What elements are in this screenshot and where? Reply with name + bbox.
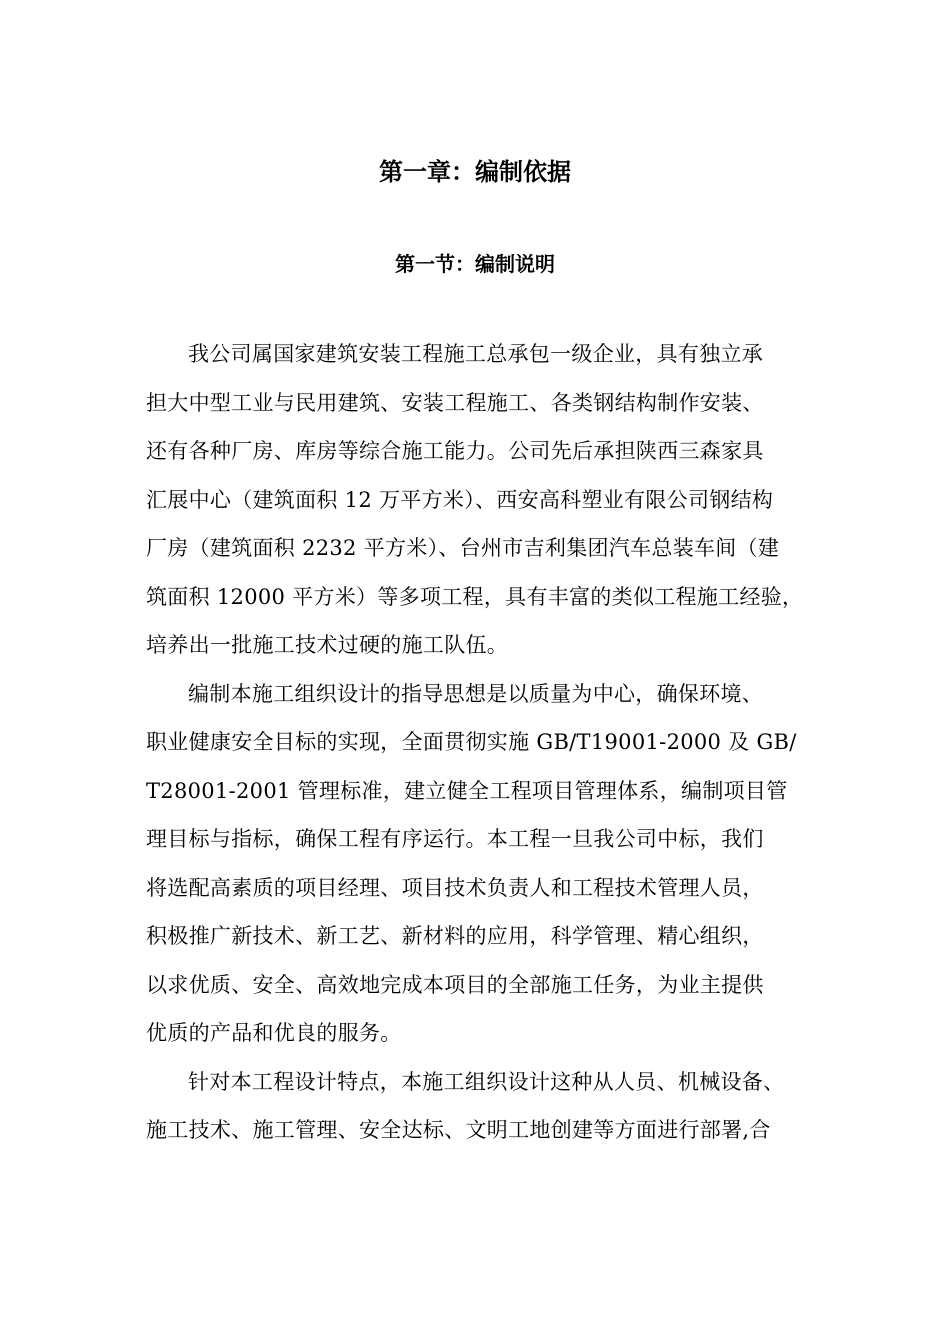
text-line: 职业健康安全目标的实现，全面贯彻实施 GB/T19001-2000 及 GB/ — [146, 730, 797, 754]
section-title: 第一节：编制说明 — [395, 252, 555, 276]
text-line: 我公司属国家建筑安装工程施工总承包一级企业，具有独立承 — [188, 342, 764, 366]
text-line: 培养出一批施工技术过硬的施工队伍。 — [146, 633, 509, 657]
text-line: 还有各种厂房、库房等综合施工能力。公司先后承担陕西三森家具 — [146, 439, 764, 463]
text-line: 以求优质、安全、高效地完成本项目的全部施工任务，为业主提供 — [146, 972, 764, 997]
text-line: 积极推广新技术、新工艺、新材料的应用，科学管理、精心组织， — [146, 924, 764, 948]
paragraph-guiding-ideas — [146, 674, 826, 1062]
body-text — [146, 334, 826, 1159]
text-line: 厂房（建筑面积 2232 平方米）、台州市吉利集团汽车总装车间（建 — [146, 536, 780, 560]
text-line: 施工技术、施工管理、安全达标、文明工地创建等方面进行部署,合 — [146, 1118, 771, 1142]
text-line: T28001-2001 管理标准，建立健全工程项目管理体系，编制项目管 — [146, 778, 788, 803]
paragraph-design-features — [146, 1062, 826, 1159]
paragraph-company-intro — [146, 334, 826, 674]
text-line: 优质的产品和优良的服务。 — [146, 1021, 402, 1045]
text-line: 筑面积 12000 平方米）等多项工程，具有丰富的类似工程施工经验， — [146, 584, 804, 609]
text-line: 针对本工程设计特点，本施工组织设计这种从人员、机械设备、 — [188, 1069, 785, 1094]
text-line: 汇展中心（建筑面积 12 万平方米）、西安高科塑业有限公司钢结构 — [146, 487, 774, 512]
text-line: 担大中型工业与民用建筑、安装工程施工、各类钢结构制作安装、 — [146, 390, 764, 415]
text-line: 将选配高素质的项目经理、项目技术负责人和工程技术管理人员， — [146, 875, 764, 900]
chapter-title: 第一章：编制依据 — [379, 158, 571, 186]
text-line: 理目标与指标，确保工程有序运行。本工程一旦我公司中标，我们 — [146, 827, 764, 851]
text-line: 编制本施工组织设计的指导思想是以质量为中心，确保环境、 — [188, 681, 764, 706]
